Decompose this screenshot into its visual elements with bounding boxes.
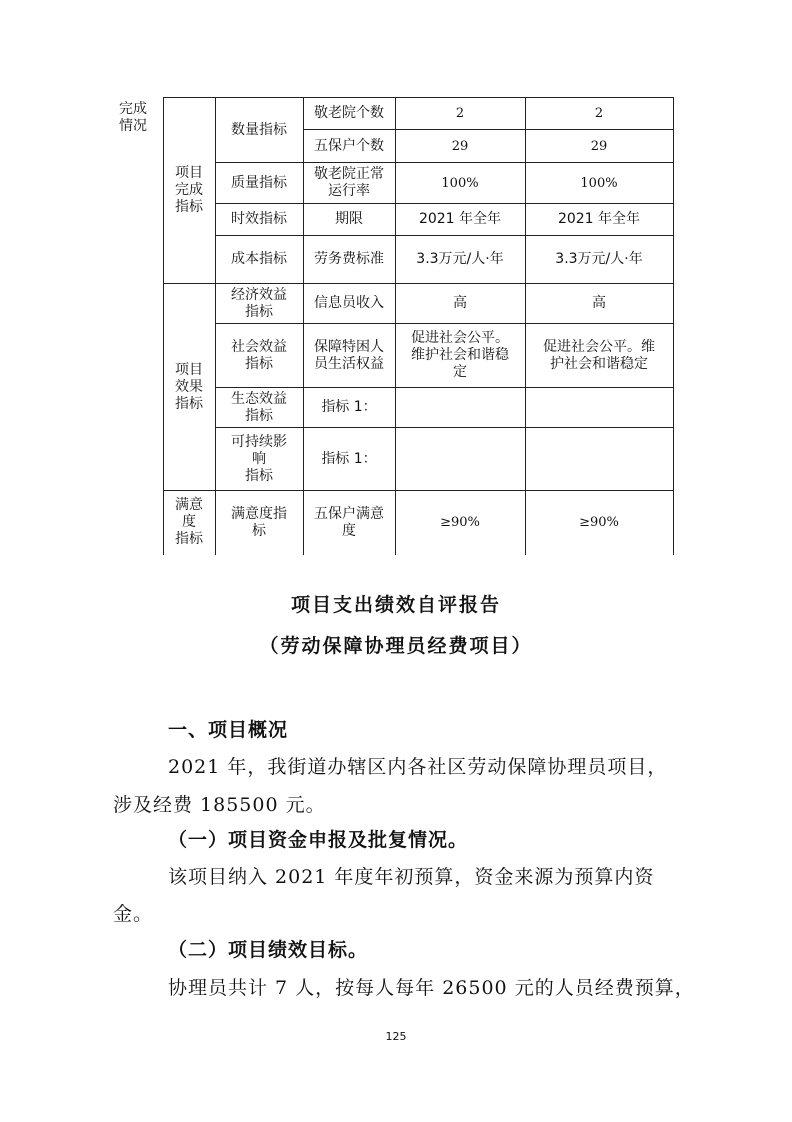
item-cell: 劳务费标准 xyxy=(303,236,395,284)
target-cell: ≥90% xyxy=(395,491,525,555)
category-cell: 成本指标 xyxy=(215,236,303,284)
group-label-completion: 项目 完成 指标 xyxy=(163,98,215,284)
paragraph-line: 协理员共计 7 人，按每人每年 26500 元的人员经费预算， xyxy=(168,977,695,999)
item-cell: 指标 1： xyxy=(303,428,395,491)
paragraph-line: 该项目纳入 2021 年度年初预算，资金来源为预算内资 xyxy=(168,866,655,888)
report-title: 项目支出绩效自评报告 xyxy=(290,594,501,616)
category-cell: 数量指标 xyxy=(215,98,303,163)
actual-cell: 2021 年全年 xyxy=(525,204,673,236)
actual-cell: ≥90% xyxy=(525,491,673,555)
item-cell: 指标 1： xyxy=(303,388,395,428)
item-cell: 敬老院个数 xyxy=(303,98,395,130)
section-label: 完成 情况 xyxy=(113,98,163,555)
item-cell: 五保户满意 度 xyxy=(303,491,395,555)
page-number: 125 xyxy=(385,1030,407,1043)
item-cell: 期限 xyxy=(303,204,395,236)
actual-cell: 促进社会公平。维 护社会和谐稳定 xyxy=(525,324,673,388)
category-cell: 社会效益 指标 xyxy=(215,324,303,388)
item-cell: 保障特困人 员生活权益 xyxy=(303,324,395,388)
heading-overview: 一、项目概况 xyxy=(168,719,289,741)
report-subtitle: （劳动保障协理员经费项目） xyxy=(259,635,533,657)
performance-table xyxy=(113,97,674,555)
actual-cell: 100% xyxy=(525,163,673,204)
group-label-effect: 项目 效果 指标 xyxy=(163,284,215,491)
category-cell: 经济效益 指标 xyxy=(215,284,303,324)
item-cell: 敬老院正常 运行率 xyxy=(303,163,395,204)
actual-cell: 2 xyxy=(525,98,673,130)
target-cell: 3.3万元/人·年 xyxy=(395,236,525,284)
item-cell: 信息员收入 xyxy=(303,284,395,324)
actual-cell: 3.3万元/人·年 xyxy=(525,236,673,284)
category-cell: 可持续影 响 指标 xyxy=(215,428,303,491)
category-cell: 生态效益 指标 xyxy=(215,388,303,428)
actual-cell: 29 xyxy=(525,130,673,163)
category-cell: 满意度指 标 xyxy=(215,491,303,555)
target-cell: 100% xyxy=(395,163,525,204)
actual-cell xyxy=(525,388,673,428)
paragraph-line: 2021 年，我街道办辖区内各社区劳动保障协理员项目， xyxy=(168,756,668,778)
actual-cell xyxy=(525,428,673,491)
paragraph-line: 涉及经费 185500 元。 xyxy=(113,794,326,816)
heading-funding: （一）项目资金申报及批复情况。 xyxy=(168,829,469,851)
target-cell: 促进社会公平。 维护社会和谐稳 定 xyxy=(395,324,525,388)
heading-goals: （二）项目绩效目标。 xyxy=(168,939,369,961)
target-cell: 2 xyxy=(395,98,525,130)
item-cell: 五保户个数 xyxy=(303,130,395,163)
target-cell: 高 xyxy=(395,284,525,324)
actual-cell: 高 xyxy=(525,284,673,324)
target-cell: 29 xyxy=(395,130,525,163)
category-cell: 时效指标 xyxy=(215,204,303,236)
category-cell: 质量指标 xyxy=(215,163,303,204)
target-cell xyxy=(395,388,525,428)
paragraph-line: 金。 xyxy=(113,903,154,925)
target-cell: 2021 年全年 xyxy=(395,204,525,236)
group-label-satisfaction: 满意 度 指标 xyxy=(163,491,215,555)
target-cell xyxy=(395,428,525,491)
